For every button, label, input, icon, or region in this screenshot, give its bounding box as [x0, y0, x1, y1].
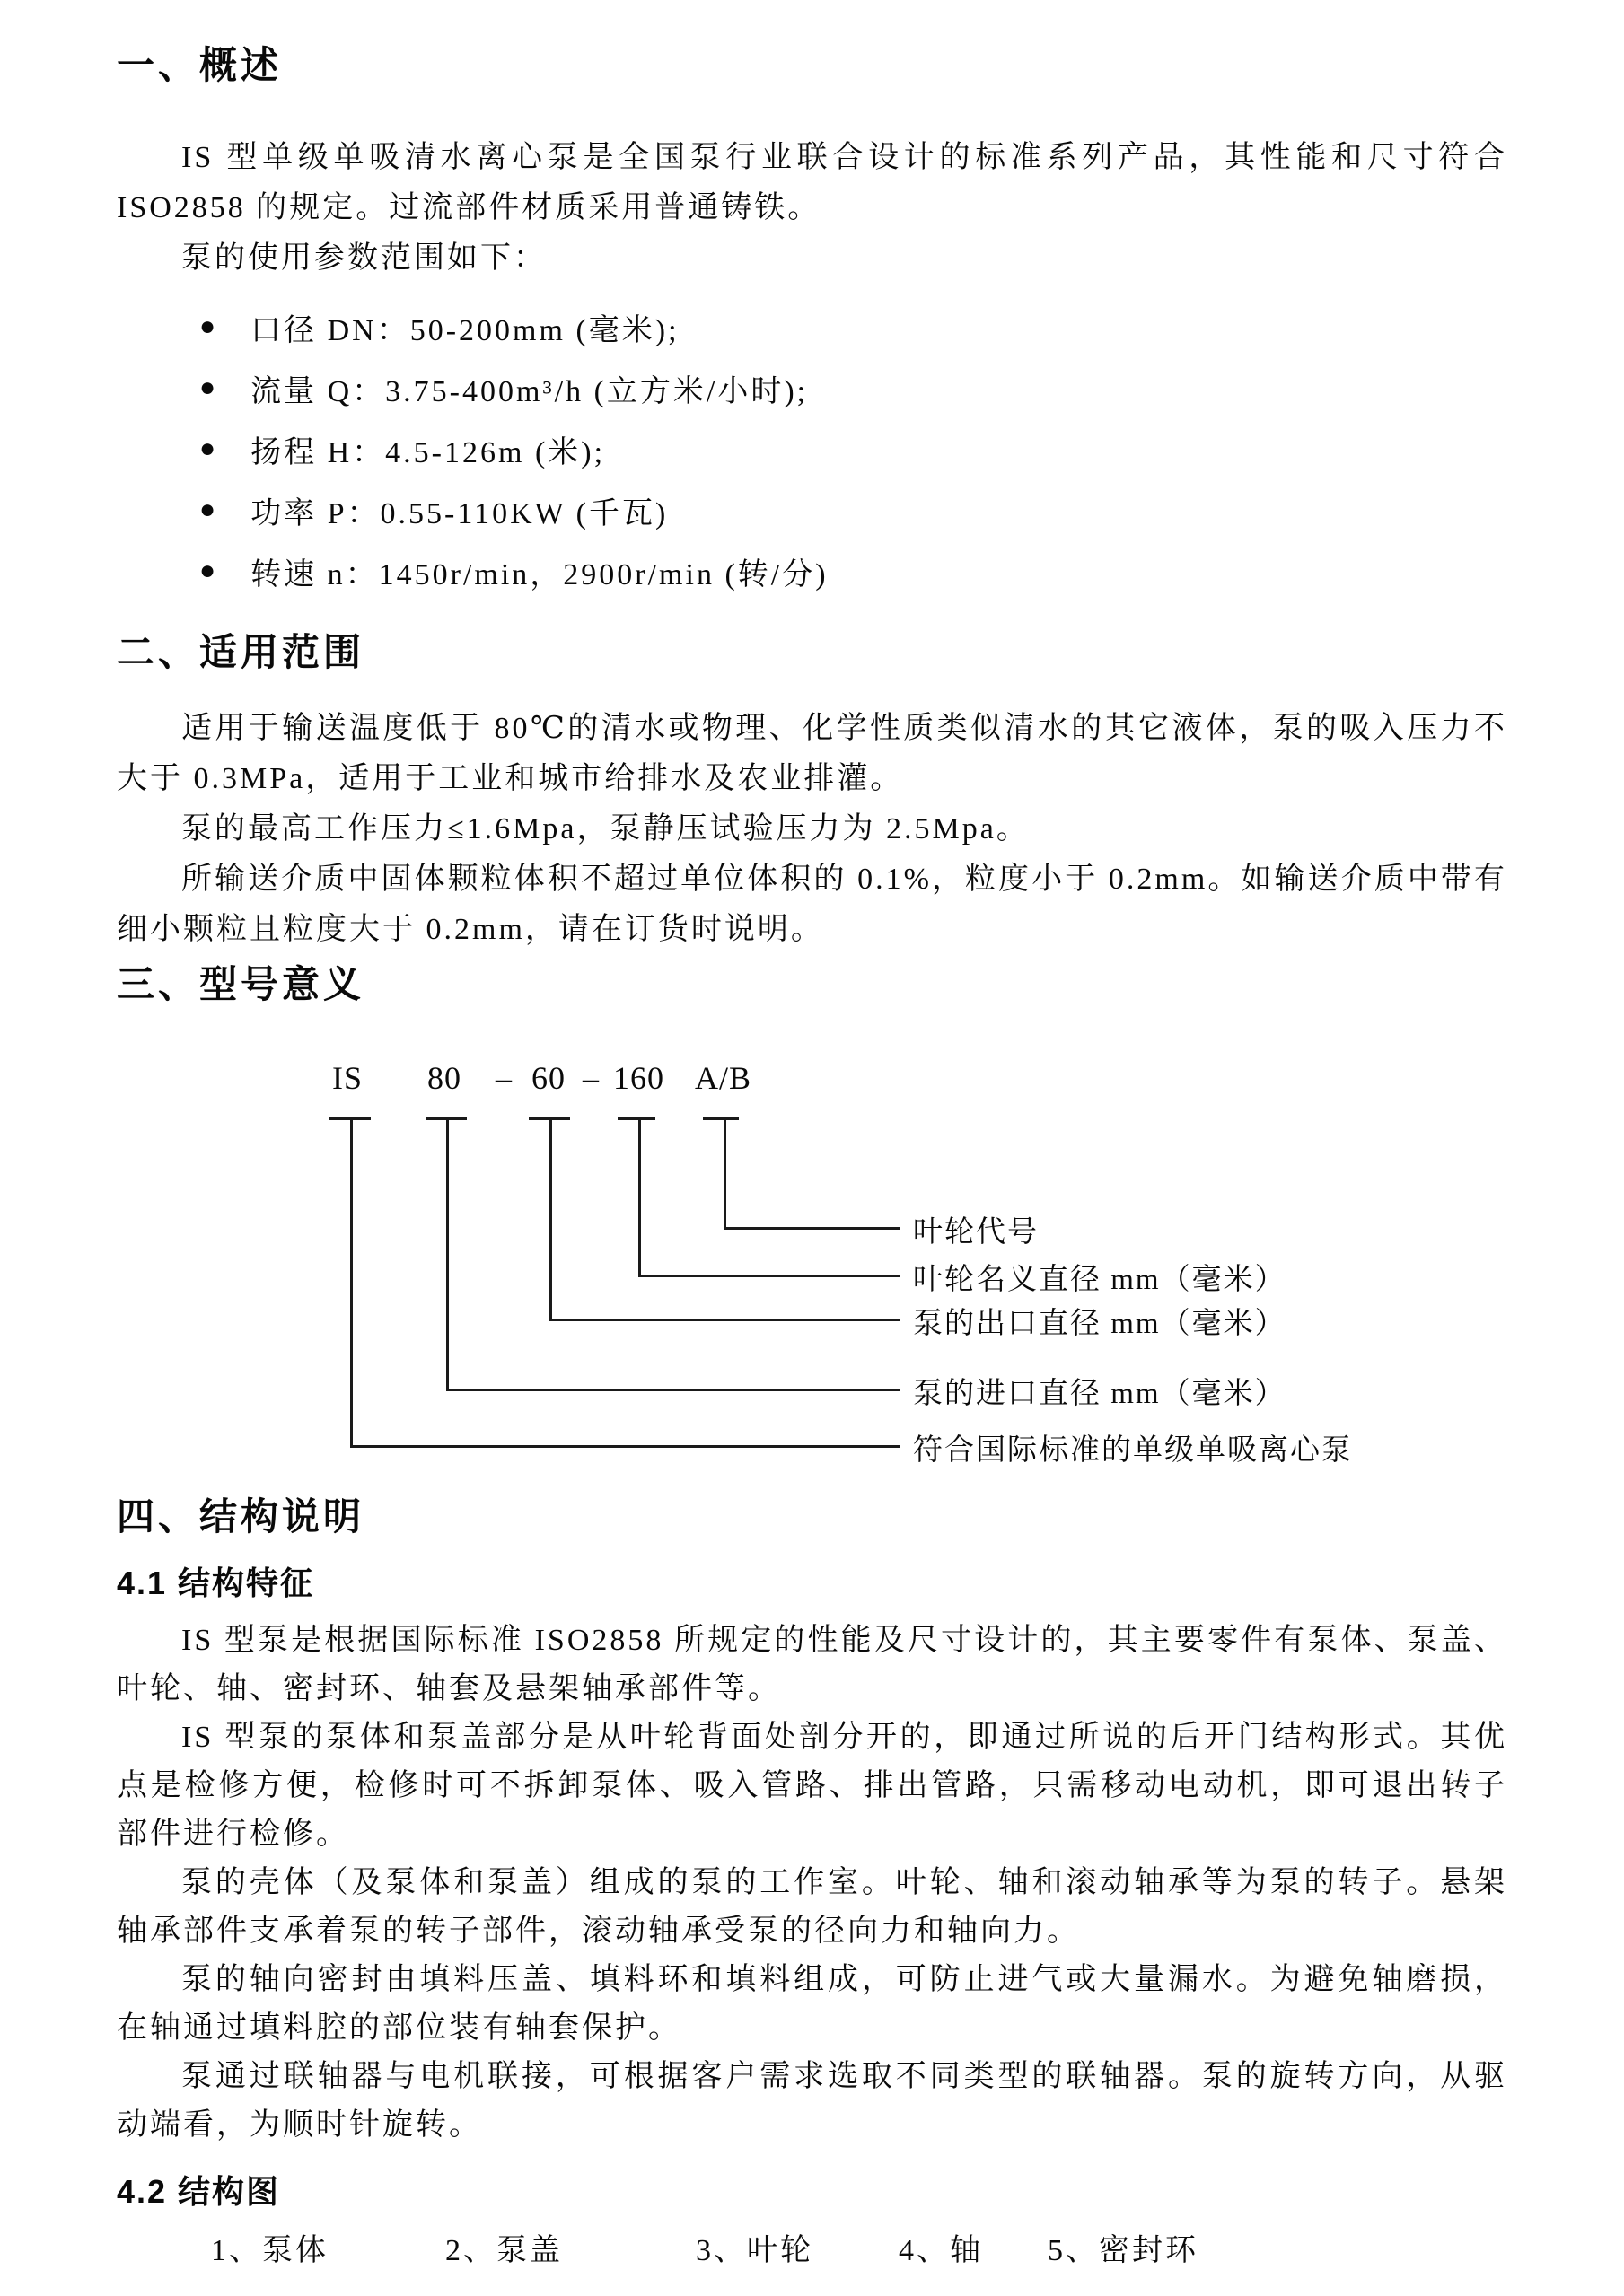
part-item: 4、轴	[899, 2233, 983, 2267]
list-item	[199, 368, 1507, 407]
parameter-text: 扬程 H：4.5-126m (米);	[250, 435, 606, 469]
section-1-heading: 一、概述	[117, 44, 283, 86]
part-item: 1、泵体	[211, 2233, 329, 2267]
model-code-dash: –	[496, 1060, 513, 1096]
section-1-paragraph-2: 泵的使用参数范围如下：	[181, 241, 547, 275]
diagram-connector-pump-type	[350, 1118, 900, 1448]
section-1-paragraph-1: IS 型单级单吸清水离心泵是全国泵行业联合设计的标准系列产品，其性能和尺寸符合 ISO2858 的规定。过流部件材质采用普通铸铁。	[117, 141, 1507, 224]
diagram-label-impeller-dia: 叶轮名义直径 mm（毫米）	[913, 1264, 1286, 1296]
list-item	[199, 490, 1507, 530]
subsection-4-2-heading: 4.2 结构图	[117, 2173, 281, 2210]
part-item: 3、叶轮	[696, 2233, 813, 2267]
model-code-dash: –	[583, 1060, 600, 1096]
model-code-outlet: 60	[531, 1060, 566, 1096]
part-item: 5、密封环	[1048, 2233, 1198, 2267]
model-code-impeller-dia: 160	[613, 1060, 664, 1096]
model-designation-diagram	[117, 1043, 1507, 1469]
model-code-impeller-variant: A/B	[695, 1060, 752, 1096]
structure-parts-list	[117, 2227, 1507, 2266]
bullet-icon: ●	[199, 434, 219, 463]
bullet-icon: ●	[199, 311, 219, 341]
list-item	[199, 429, 1507, 469]
list-item	[199, 551, 1507, 591]
section-4-heading: 四、结构说明	[117, 1495, 365, 1538]
section-2-paragraph-2: 泵的最高工作压力≤1.6Mpa，泵静压试验压力为 2.5Mpa。	[181, 812, 1030, 846]
subsection-4-1-heading: 4.1 结构特征	[117, 1564, 315, 1601]
section-3-heading: 三、型号意义	[117, 963, 365, 1005]
section-2-paragraph-1: 适用于输送温度低于 80℃的清水或物理、化学性质类似清水的其它液体，泵的吸入压力不大于 0.3MPa，适用于工业和城市给排水及农业排灌。	[117, 712, 1508, 795]
parameter-text: 流量 Q：3.75-400m³/h (立方米/小时);	[250, 374, 809, 408]
diagram-label-impeller-code: 叶轮代号	[913, 1216, 1039, 1249]
diagram-label-pump-type: 符合国际标准的单级单吸离心泵	[913, 1434, 1353, 1467]
bullet-icon: ●	[199, 556, 219, 585]
parameter-text: 转速 n：1450r/min，2900r/min (转/分)	[250, 557, 829, 592]
section-2-heading: 二、适用范围	[117, 631, 365, 673]
pump-parameter-list	[117, 307, 1507, 591]
model-code-inlet: 80	[427, 1060, 461, 1096]
parameter-text: 口径 DN：50-200mm (毫米);	[250, 313, 680, 347]
diagram-label-inlet-dia: 泵的进口直径 mm（毫米）	[913, 1378, 1286, 1410]
parameter-text: 功率 P：0.55-110KW (千瓦)	[250, 496, 669, 530]
part-item: 2、泵盖	[445, 2233, 563, 2267]
section-2-paragraph-3: 所输送介质中固体颗粒体积不超过单位体积的 0.1%，粒度小于 0.2mm。如输送介质中带有细小颗粒且粒度大于 0.2mm，请在订货时说明。	[117, 863, 1507, 946]
section-4-paragraph-4: 泵的轴向密封由填料压盖、填料环和填料组成，可防止进气或大量漏水。为避免轴磨损，在轴通过填料腔的部位装有轴套保护。	[117, 1963, 1507, 2045]
list-item	[199, 307, 1507, 346]
section-4-paragraph-5: 泵通过联轴器与电机联接，可根据客户需求选取不同类型的联轴器。泵的旋转方向，从驱动端看，为顺时针旋转。	[117, 2060, 1507, 2142]
bullet-icon: ●	[199, 495, 219, 524]
section-4-paragraph-1: IS 型泵是根据国际标准 ISO2858 所规定的性能及尺寸设计的，其主要零件有泵体、泵盖、叶轮、轴、密封环、轴套及悬架轴承部件等。	[117, 1624, 1507, 1705]
bullet-icon: ●	[199, 372, 219, 402]
diagram-label-outlet-dia: 泵的出口直径 mm（毫米）	[913, 1308, 1286, 1340]
section-4-paragraph-3: 泵的壳体（及泵体和泵盖）组成的泵的工作室。叶轮、轴和滚动轴承等为泵的转子。悬架轴承部件支承着泵的转子部件，滚动轴承受泵的径向力和轴向力。	[117, 1866, 1507, 1948]
model-code-series: IS	[332, 1060, 364, 1096]
section-4-paragraph-2: IS 型泵的泵体和泵盖部分是从叶轮背面处剖分开的，即通过所说的后开门结构形式。其优点是检修方便，检修时可不拆卸泵体、吸入管路、排出管路，只需移动电动机，即可退出转子部件进行检修。	[117, 1721, 1507, 1851]
